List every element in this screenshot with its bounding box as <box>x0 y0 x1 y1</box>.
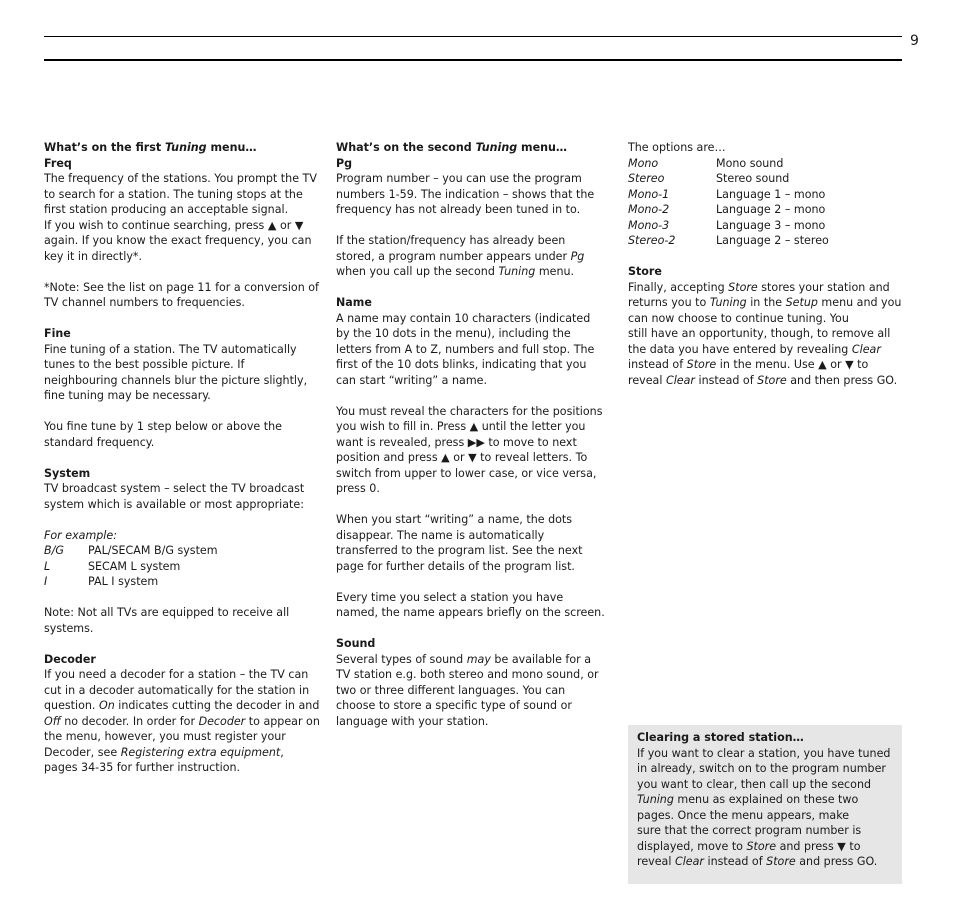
decoder-paragraph: If you need a decoder for a station – the TV can cut in a decoder automatically for the station in question. On indicates cutting the decoder in and Off no decoder. In order for Decoder to appear on the menu, however, you must register your Decoder, see Registering extra equipment, pages 34-35 for further instruction. <box>44 668 320 774</box>
store-title: Store <box>628 265 662 278</box>
sound-option-row: Stereo-2 Language 2 – stereo <box>628 234 829 247</box>
sound-paragraph: Several types of sound may be available for a TV station e.g. both stereo and mono sound, or two or three different languages. You can choose to store a specific type of sound or language with your station. <box>336 652 599 728</box>
system-row: B/G PAL/SECAM B/G system <box>44 544 218 557</box>
decoder-title: Decoder <box>44 652 96 666</box>
box-title: Clearing a stored station… <box>637 731 804 744</box>
store-paragraph-2: still have an opportunity, though, to remove all the data you have entered by revealing Clear instead of Store in the menu. Use ▲ or ▼ to reveal Clear instead of Store and then press GO. <box>628 327 898 387</box>
header-rule-bottom <box>44 59 902 61</box>
freq-paragraph-2: If you wish to continue searching, press ▲ or ▼ again. If you know the exact frequency, you can key it in directly*. <box>44 218 312 263</box>
up-arrow-icon: ▲ <box>267 218 277 232</box>
sound-title: Sound <box>336 637 376 650</box>
name-paragraph-4: Every time you select a station you have named, the name appears briefly on the screen. <box>336 590 605 619</box>
system-note: Note: Not all TVs are equipped to receive all systems. <box>44 606 290 635</box>
up-arrow-icon: ▲ <box>818 358 827 371</box>
pg-paragraph-2: If the station/frequency has already been stored, a program number appears under Pg when you call up the second Tuning menu. <box>336 234 585 278</box>
sound-option-row: Mono-1 Language 1 – mono <box>628 187 826 201</box>
down-arrow-icon: ▼ <box>837 839 846 853</box>
sound-option-row: Mono Mono sound <box>628 156 784 170</box>
sound-option-row: Mono-3 Language 3 – mono <box>628 218 826 232</box>
freq-paragraph: The frequency of the stations. You prompt the TV to search for a station. The tuning stops at the first station producing an acceptable signal. <box>44 172 317 216</box>
name-paragraph: A name may contain 10 characters (indicated by the 10 dots in the menu), including the letters from A to Z, numbers and full stop. The first of the 10 dots blinks, indicating that you can start “writing” a name. <box>336 311 595 387</box>
example-label: For example: <box>44 528 117 542</box>
section-heading-first-tuning: What’s on the first Tuning menu… <box>44 141 257 154</box>
clearing-stored-station-box <box>628 725 902 884</box>
freq-title: Freq <box>44 156 72 170</box>
sound-option-row: Mono-2 Language 2 – mono <box>628 203 826 216</box>
name-paragraph-2: You must reveal the characters for the positions you wish to fill in. Press ▲ until the letter you want is revealed, press ▶▶ to move to next position and press ▲ or ▼ to reveal letters. To switch from upper to lower case, or vice versa, press 0. <box>336 404 603 495</box>
down-arrow-icon: ▼ <box>845 358 854 371</box>
box-paragraph: If you want to clear a station, you have tuned in already, switch on to the program number you want to clear, then call up the second Tuning menu as explained on these two pages. Once the menu appears, make <box>637 746 891 822</box>
store-paragraph: Finally, accepting Store stores your station and returns you to Tuning in the Setup menu and you can now choose to continue tuning. You <box>628 280 902 325</box>
pg-paragraph: Program number – you can use the program numbers 1-59. The indication – shows that the frequency has not already been tuned in to. <box>336 172 595 216</box>
system-row: I PAL I system <box>44 575 159 588</box>
options-intro: The options are… <box>628 141 726 154</box>
freq-note: *Note: See the list on page 11 for a conversion of TV channel numbers to frequencies. <box>44 280 319 309</box>
column-first-tuning-menu <box>44 140 320 776</box>
system-title: System <box>44 466 91 480</box>
column-sound-options-store <box>628 140 902 388</box>
pg-title: Pg <box>336 156 353 170</box>
down-arrow-icon: ▼ <box>468 451 477 464</box>
column-second-tuning-menu <box>336 140 606 729</box>
name-paragraph-3: When you start “writing” a name, the dots disappear. The name is automatically transferred to the program list. See the next page for further details of the program list. <box>336 513 583 573</box>
fast-forward-icon: ▶▶ <box>467 435 485 449</box>
down-arrow-icon: ▼ <box>294 218 304 232</box>
section-heading-second-tuning: What’s on the second Tuning menu… <box>336 141 568 154</box>
fine-title: Fine <box>44 327 71 340</box>
up-arrow-icon: ▲ <box>469 420 479 433</box>
system-paragraph: TV broadcast system – select the TV broadcast system which is available or most appropriate: <box>44 482 305 511</box>
up-arrow-icon: ▲ <box>441 451 450 464</box>
fine-paragraph-2: You fine tune by 1 step below or above the standard frequency. <box>44 420 282 449</box>
header-rule-top <box>44 36 902 37</box>
system-row: L SECAM L system <box>44 559 181 573</box>
fine-paragraph: Fine tuning of a station. The TV automatically tunes to the best possible picture. If neighbouring channels blur the picture slightly, fine tuning may be necessary. <box>44 342 308 402</box>
sound-option-row: Stereo Stereo sound <box>628 172 790 185</box>
name-title: Name <box>336 296 372 309</box>
page-number: 9 <box>910 33 919 49</box>
box-paragraph-2: sure that the correct program number is displayed, move to Store and press ▼ to reveal Clear instead of Store and press GO. <box>637 824 878 868</box>
